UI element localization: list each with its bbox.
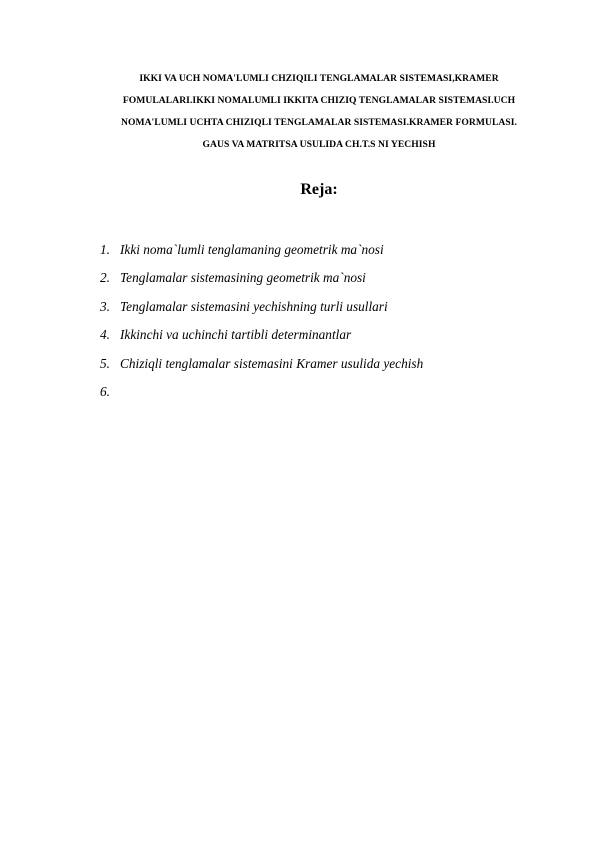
plan-item-number: 4. <box>100 327 110 343</box>
plan-list-item <box>100 297 423 325</box>
plan-list-item <box>100 325 423 353</box>
plan-list-item <box>100 354 423 382</box>
plan-list-item <box>100 240 423 268</box>
title-line: GAUS VA MATRITSA USULIDA CH.T.S NI YECHISH <box>202 139 436 150</box>
plan-item-number: 3. <box>100 298 110 314</box>
plan-item-number: 6. <box>100 383 110 399</box>
title-line: IKKI VA UCH NOMA'LUMLI CHZIQILI TENGLAMALAR SISTEMASI,KRAMER <box>139 73 499 84</box>
title-line: NOMA'LUMLI UCHTA CHIZIQLI TENGLAMALAR SISTEMASI.KRAMER FORMULASI. <box>120 117 518 128</box>
plan-item-number: 5. <box>100 355 110 371</box>
plan-list-item <box>100 382 423 410</box>
title-line: FOMULALARI.IKKI NOMALUMLI IKKITA CHIZIQ TENGLAMALAR SISTEMASI.UCH <box>122 95 516 106</box>
plan-list-item <box>100 268 423 296</box>
plan-item-text: Ikkinchi va uchinchi tartibli determinantlar <box>120 327 352 343</box>
plan-item-text: Chiziqli tenglamalar sistemasini Kramer usulida yechish <box>120 355 424 371</box>
plan-item-text: Tenglamalar sistemasini yechishning turli usullari <box>120 298 388 314</box>
plan-item-text: Tenglamalar sistemasining geometrik ma`nosi <box>120 270 366 286</box>
document-title <box>80 68 558 156</box>
plan-item-number: 1. <box>100 242 110 257</box>
plan-list <box>100 240 423 410</box>
plan-item-number: 2. <box>100 270 110 286</box>
plan-heading: Reja: <box>300 181 338 198</box>
plan-item-text: Ikki noma`lumli tenglamaning geometrik ma`nosi <box>120 242 384 257</box>
